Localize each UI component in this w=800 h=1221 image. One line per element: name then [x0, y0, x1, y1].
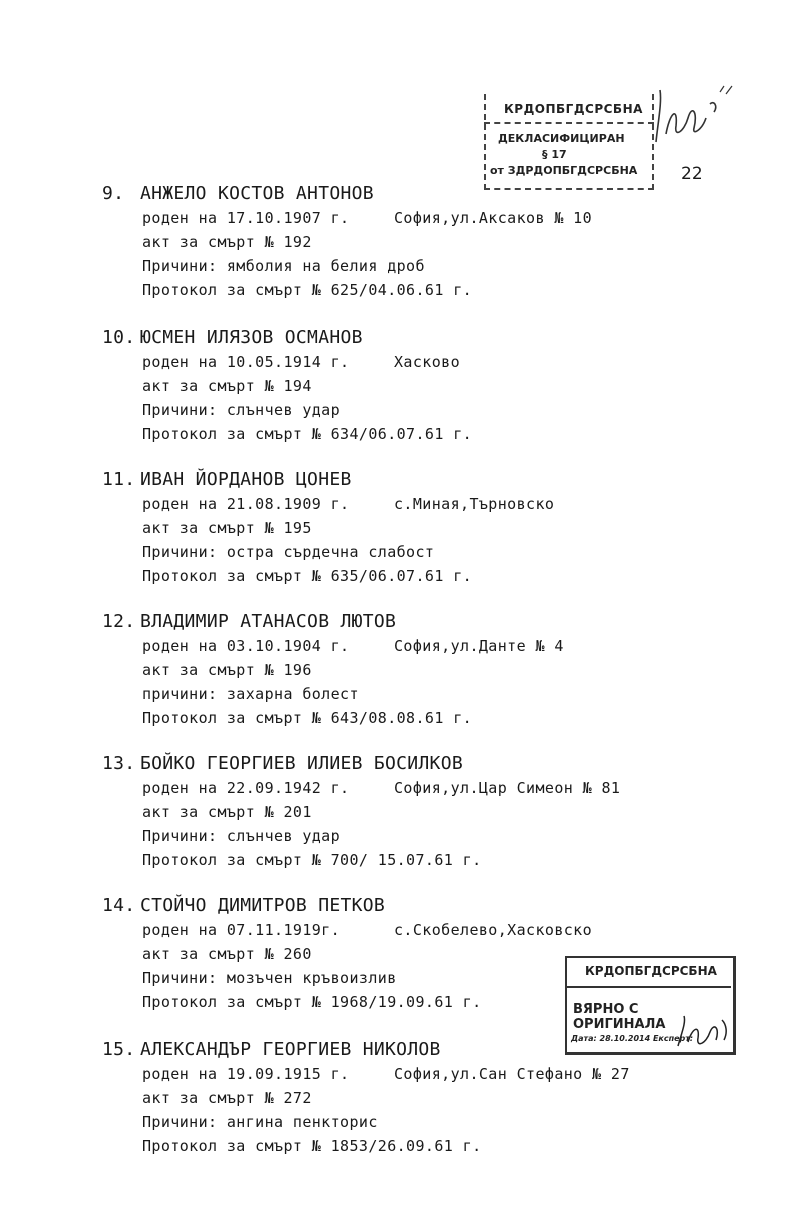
entry-born: роден на 17.10.1907 г. [142, 209, 350, 227]
list-item [102, 182, 592, 302]
entry-protocol: Протокол за смърт № 634/06.07.61 г. [142, 425, 473, 443]
entry-number: 12. [102, 611, 136, 632]
entry-protocol: Протокол за смърт № 700/ 15.07.61 г. [142, 851, 482, 869]
entry-number: 14. [102, 895, 136, 916]
entry-number: 10. [102, 327, 136, 348]
entry-cause: Причини: ангина пенкторис [142, 1113, 378, 1131]
list-item [102, 1038, 630, 1158]
entry-name: СТОЙЧО ДИМИТРОВ ПЕТКОВ [140, 895, 386, 916]
list-item [102, 894, 592, 1014]
entry-protocol: Протокол за смърт № 643/08.08.61 г. [142, 709, 473, 727]
entry-cause: Причини: мозъчен кръвоизлив [142, 969, 397, 987]
entry-name: ИВАН ЙОРДАНОВ ЦОНЕВ [140, 469, 352, 490]
entry-name: ВЛАДИМИР АТАНАСОВ ЛЮТОВ [140, 611, 397, 632]
entry-place: София,ул.Сан Стефано № 27 [394, 1065, 630, 1083]
stamp-declassified: ДЕКЛАСИФИЦИРАН [498, 132, 625, 145]
entry-name: АЛЕКСАНДЪР ГЕОРГИЕВ НИКОЛОВ [140, 1039, 441, 1060]
entry-born: роден на 22.09.1942 г. [142, 779, 350, 797]
entry-cause: Причини: остра сърдечна слабост [142, 543, 435, 561]
entry-act: акт за смърт № 195 [142, 519, 312, 537]
list-item [102, 610, 564, 730]
stamp-agency: КРДОПБГДСРСБНА [504, 102, 643, 116]
entry-number: 11. [102, 469, 136, 490]
stamp-date-expert: Дата: 28.10.2014 Експерт: [571, 1034, 694, 1043]
entry-number: 13. [102, 753, 136, 774]
entry-protocol: Протокол за смърт № 1853/26.09.61 г. [142, 1137, 482, 1155]
entry-born: роден на 07.11.1919г. [142, 921, 341, 939]
entry-place: София,ул.Цар Симеон № 81 [394, 779, 621, 797]
stamp-agency: КРДОПБГДСРСБНА [585, 964, 717, 978]
entry-place: София,ул.Аксаков № 10 [394, 209, 593, 227]
signature-icon [648, 82, 738, 152]
entry-name: БОЙКО ГЕОРГИЕВ ИЛИЕВ БОСИЛКОВ [140, 753, 463, 774]
stamp-section: § 17 [542, 148, 567, 161]
entry-number: 15. [102, 1039, 136, 1060]
list-item [102, 468, 554, 588]
stamp-true-copy: ВЯРНО С ОРИГИНАЛА [573, 1002, 666, 1032]
entry-cause: Причини: слънчев удар [142, 827, 341, 845]
entry-place: София,ул.Данте № 4 [394, 637, 564, 655]
signature-icon [672, 1012, 732, 1052]
entry-name: ЮСМЕН ИЛЯЗОВ ОСМАНОВ [140, 327, 363, 348]
entry-protocol: Протокол за смърт № 635/06.07.61 г. [142, 567, 473, 585]
entry-protocol: Протокол за смърт № 1968/19.09.61 г. [142, 993, 482, 1011]
entry-place: Хасково [394, 353, 461, 371]
list-item [102, 752, 620, 872]
list-item [102, 326, 472, 446]
entry-name: АНЖЕЛО КОСТОВ АНТОНОВ [140, 183, 374, 204]
entry-act: акт за смърт № 260 [142, 945, 312, 963]
page-number: 22 [681, 164, 703, 184]
entry-born: роден на 10.05.1914 г. [142, 353, 350, 371]
entry-act: акт за смърт № 272 [142, 1089, 312, 1107]
entry-place: с.Скобелево,Хасковско [394, 921, 593, 939]
entry-cause: причини: захарна болест [142, 685, 359, 703]
entry-cause: Причини: ямболия на белия дроб [142, 257, 425, 275]
declassified-stamp [484, 94, 654, 190]
entry-born: роден на 19.09.1915 г. [142, 1065, 350, 1083]
entry-cause: Причини: слънчев удар [142, 401, 341, 419]
entry-act: акт за смърт № 201 [142, 803, 312, 821]
entry-act: акт за смърт № 196 [142, 661, 312, 679]
entry-born: роден на 21.08.1909 г. [142, 495, 350, 513]
entry-place: с.Миная,Търновско [394, 495, 555, 513]
stamp-law: от ЗДРДОПБГДСРСБНА [490, 164, 638, 177]
entry-number: 9. [102, 183, 125, 204]
entry-act: акт за смърт № 192 [142, 233, 312, 251]
entry-protocol: Протокол за смърт № 625/04.06.61 г. [142, 281, 473, 299]
entry-act: акт за смърт № 194 [142, 377, 312, 395]
entry-born: роден на 03.10.1904 г. [142, 637, 350, 655]
